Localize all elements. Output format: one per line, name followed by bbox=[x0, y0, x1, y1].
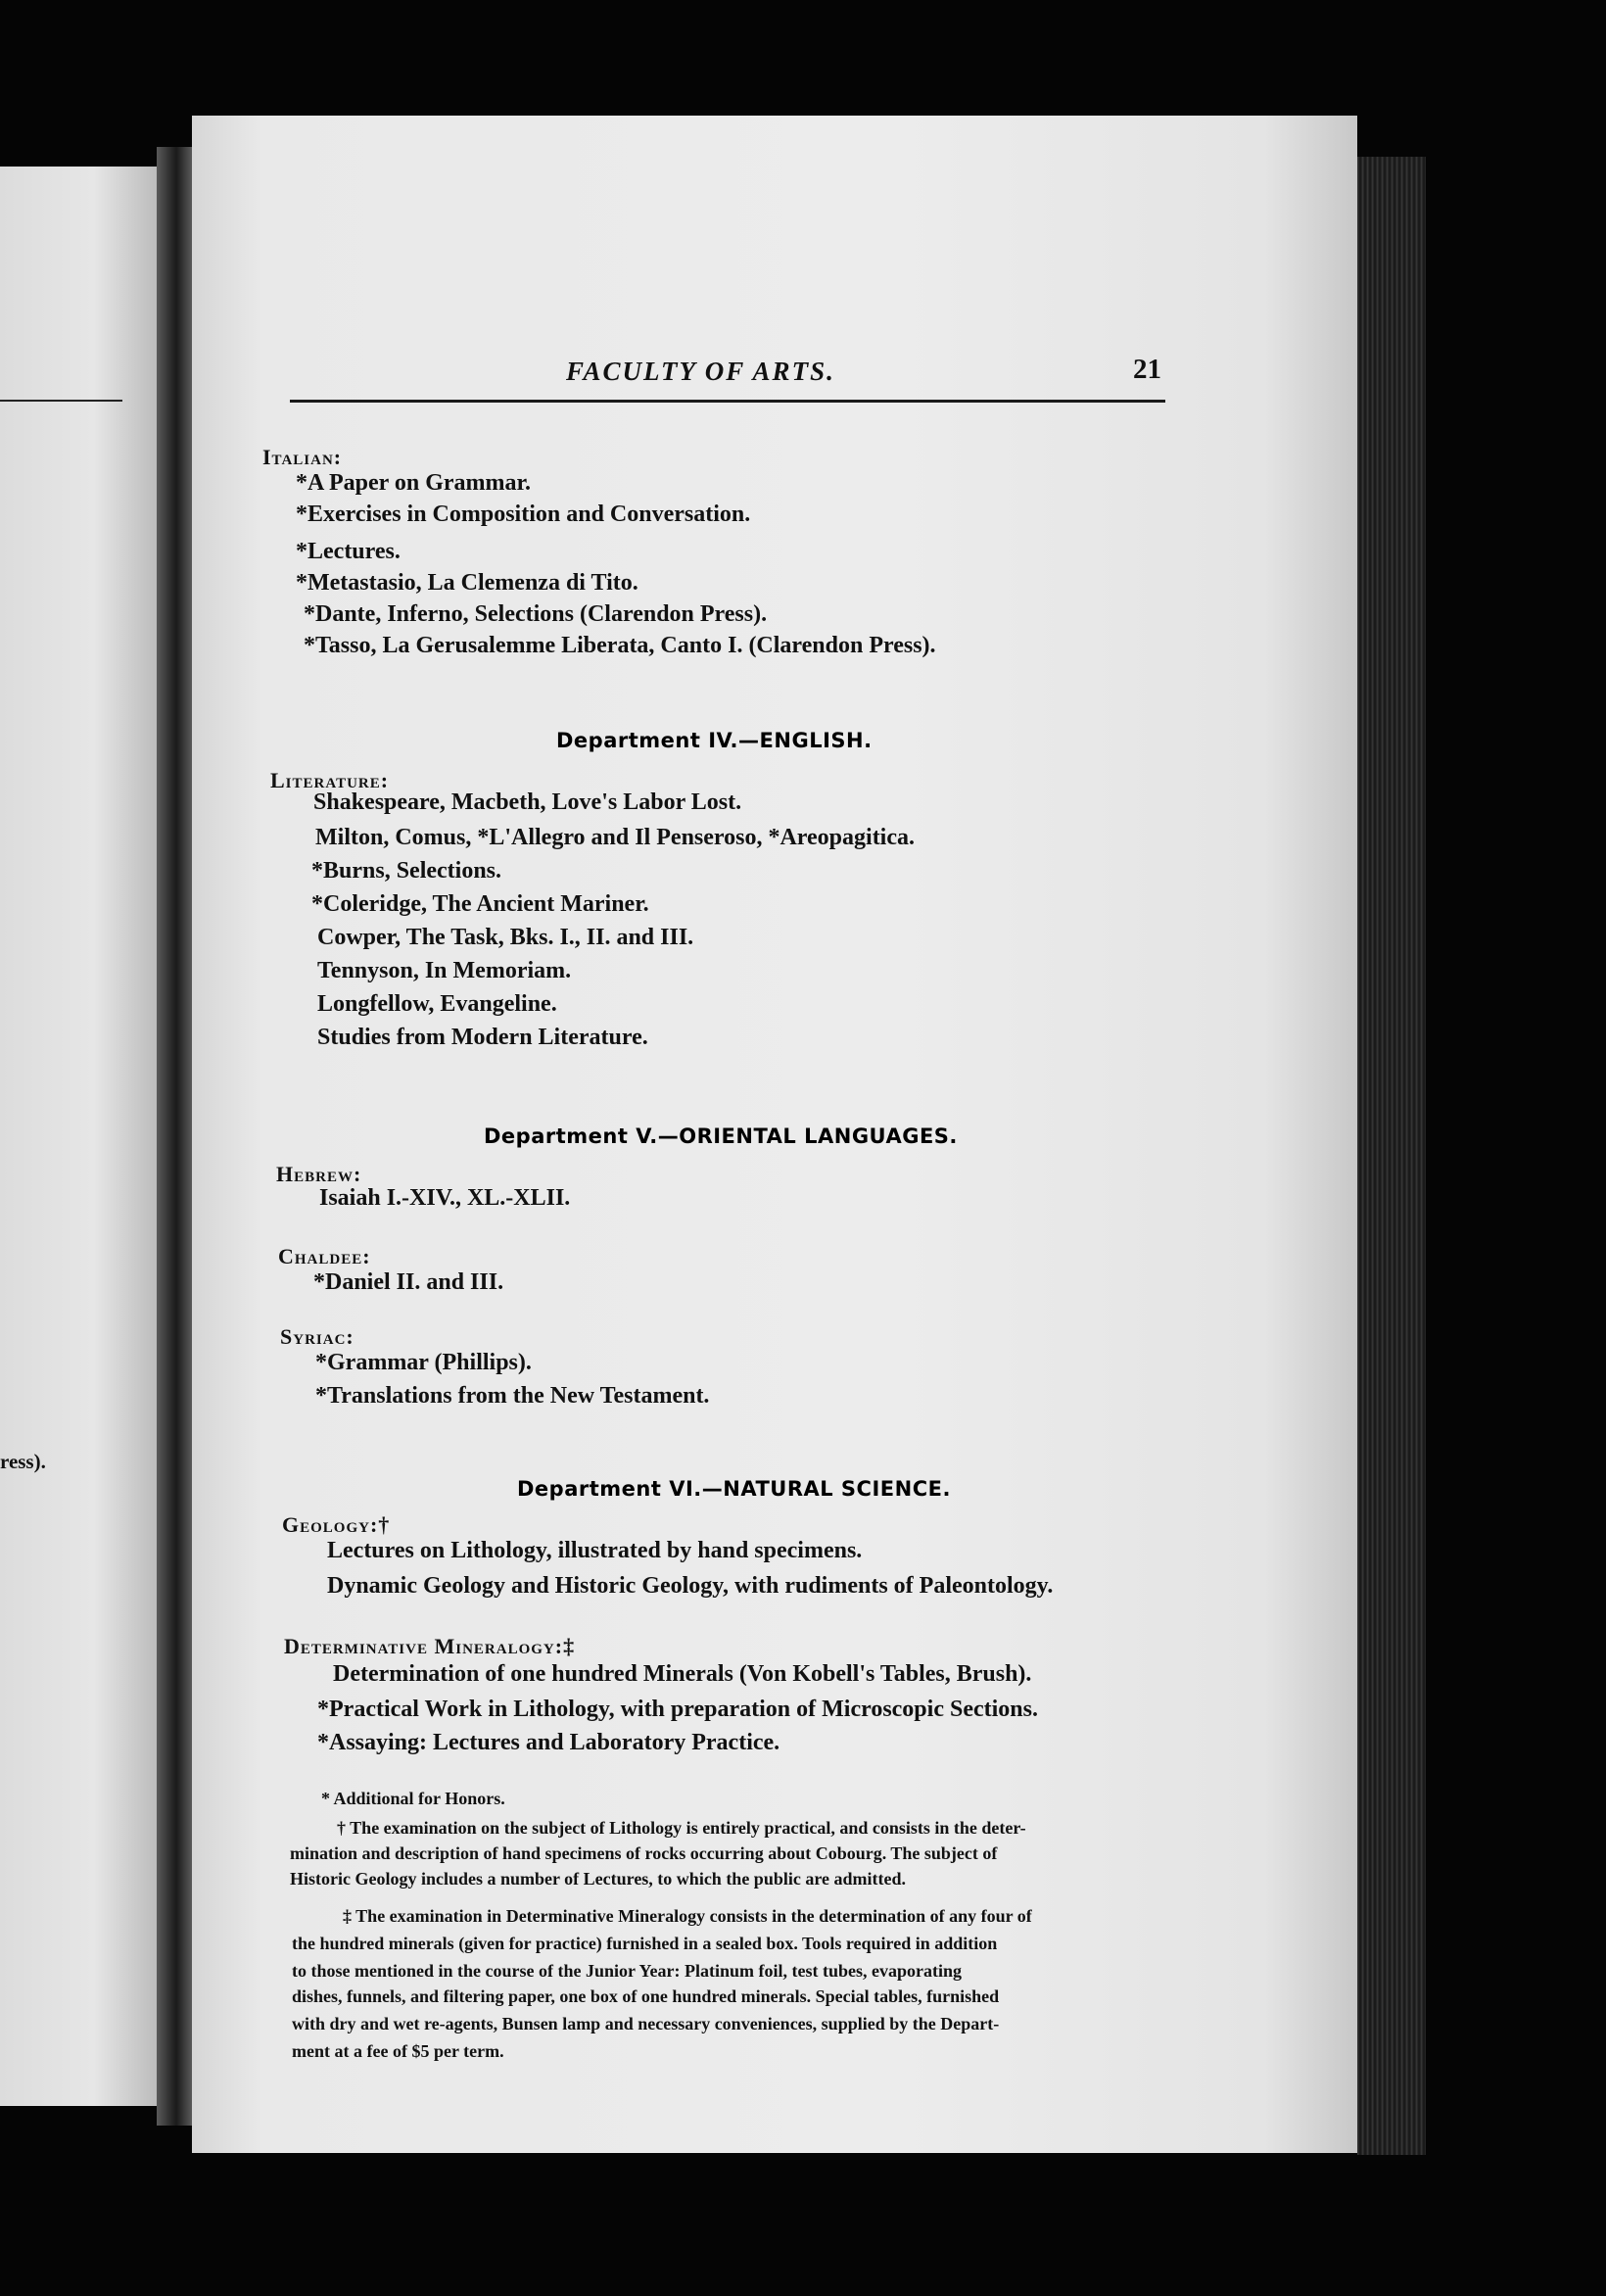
page-number: 21 bbox=[1133, 354, 1161, 385]
department-vi-heading: Department VI.—NATURAL SCIENCE. bbox=[517, 1477, 951, 1501]
list-item: *Exercises in Composition and Conversation. bbox=[296, 502, 751, 527]
list-item: *A Paper on Grammar. bbox=[296, 470, 531, 496]
footnote-ddagger-line: ‡ The examination in Determinative Mineralogy consists in the determination of any four of bbox=[343, 1906, 1032, 1926]
list-item: Tennyson, In Memoriam. bbox=[317, 958, 572, 983]
book-gutter bbox=[157, 147, 196, 2126]
running-head: FACULTY OF ARTS. bbox=[566, 357, 835, 386]
left-page bbox=[0, 167, 157, 2106]
list-item: *Translations from the New Testament. bbox=[315, 1383, 710, 1409]
header-rule bbox=[290, 400, 1165, 403]
left-page-rule bbox=[0, 400, 122, 402]
list-item: *Coleridge, The Ancient Mariner. bbox=[311, 891, 649, 917]
list-item: Studies from Modern Literature. bbox=[317, 1025, 648, 1050]
mineralogy-label: Determinative Mineralogy:‡ bbox=[284, 1634, 576, 1658]
list-item: Determination of one hundred Minerals (Von Kobell's Tables, Brush). bbox=[333, 1661, 1032, 1687]
list-item: *Metastasio, La Clemenza di Tito. bbox=[296, 570, 638, 596]
list-item: *Grammar (Phillips). bbox=[315, 1350, 532, 1375]
chaldee-label: Chaldee: bbox=[278, 1244, 371, 1268]
list-item: Milton, Comus, *L'Allegro and Il Penseroso, *Areopagitica. bbox=[315, 825, 915, 850]
list-item: *Daniel II. and III. bbox=[313, 1269, 504, 1295]
literature-label: Literature: bbox=[270, 768, 390, 792]
syriac-label: Syriac: bbox=[280, 1324, 354, 1349]
list-item: Lectures on Lithology, illustrated by hand specimens. bbox=[327, 1538, 863, 1563]
list-item: Isaiah I.-XIV., XL.-XLII. bbox=[319, 1185, 571, 1211]
page-edges bbox=[1357, 157, 1426, 2155]
footnote-ddagger-line: ment at a fee of $5 per term. bbox=[292, 2041, 504, 2061]
hebrew-label: Hebrew: bbox=[276, 1162, 362, 1186]
list-item: Longfellow, Evangeline. bbox=[317, 991, 557, 1017]
list-item: Shakespeare, Macbeth, Love's Labor Lost. bbox=[313, 789, 742, 815]
department-v-heading: Department V.—ORIENTAL LANGUAGES. bbox=[484, 1124, 958, 1148]
list-item: Cowper, The Task, Bks. I., II. and III. bbox=[317, 925, 694, 950]
footnote-dagger-line: Historic Geology includes a number of Lectures, to which the public are admitted. bbox=[290, 1869, 906, 1889]
list-item: *Burns, Selections. bbox=[311, 858, 502, 884]
geology-label: Geology:† bbox=[282, 1512, 391, 1537]
footnote-ddagger-line: dishes, funnels, and filtering paper, one box of one hundred minerals. Special tables, furnished bbox=[292, 1986, 1000, 2006]
footnote-ddagger-line: with dry and wet re-agents, Bunsen lamp and necessary conveniences, supplied by the Depart- bbox=[292, 2014, 1000, 2033]
footnote-dagger-line: † The examination on the subject of Lithology is entirely practical, and consists in the deter- bbox=[337, 1818, 1026, 1838]
list-item: *Dante, Inferno, Selections (Clarendon Press). bbox=[304, 601, 768, 627]
footnote-star: * Additional for Honors. bbox=[321, 1789, 505, 1808]
department-iv-heading: Department IV.—ENGLISH. bbox=[556, 729, 873, 752]
footnote-dagger-line: mination and description of hand specimens of rocks occurring about Cobourg. The subject of bbox=[290, 1843, 998, 1863]
italian-label: Italian: bbox=[262, 445, 343, 469]
left-page-text-fragment: ress). bbox=[0, 1450, 46, 1473]
list-item: *Practical Work in Lithology, with preparation of Microscopic Sections. bbox=[317, 1697, 1038, 1722]
list-item: Dynamic Geology and Historic Geology, with rudiments of Paleontology. bbox=[327, 1573, 1054, 1599]
list-item: *Assaying: Lectures and Laboratory Practice. bbox=[317, 1730, 780, 1755]
footnote-ddagger-line: the hundred minerals (given for practice) furnished in a sealed box. Tools required in addition bbox=[292, 1934, 998, 1953]
footnote-ddagger-line: to those mentioned in the course of the Junior Year: Platinum foil, test tubes, evaporating bbox=[292, 1961, 962, 1981]
list-item: *Lectures. bbox=[296, 539, 401, 564]
list-item: *Tasso, La Gerusalemme Liberata, Canto I. (Clarendon Press). bbox=[304, 633, 936, 658]
